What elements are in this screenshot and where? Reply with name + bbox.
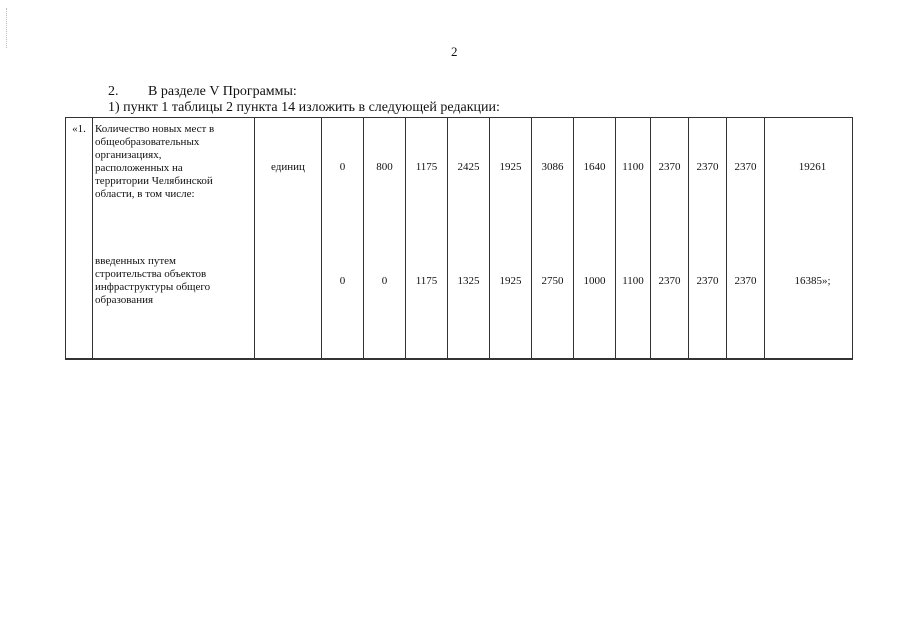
value-cell: 1925	[490, 247, 532, 359]
section-heading	[108, 84, 297, 100]
page-number: 2	[451, 44, 458, 59]
value-cell: 3086	[532, 118, 574, 248]
value-cell: 1925	[490, 118, 532, 248]
value-cell: 2425	[448, 118, 490, 248]
section-number: 2.	[108, 84, 119, 99]
desc-line: области, в том числе:	[95, 188, 195, 200]
value-cell: 2370	[727, 118, 765, 248]
unit-cell-empty	[255, 247, 322, 359]
row-description	[93, 118, 255, 248]
desc-line: территории Челябинской	[95, 175, 213, 187]
value-cell: 2370	[689, 247, 727, 359]
value-cell: 1000	[574, 247, 616, 359]
table-row	[66, 247, 853, 359]
row-description	[93, 247, 255, 359]
value-cell: 800	[364, 118, 406, 248]
unit-cell: единиц	[255, 118, 322, 248]
value-cell: 1325	[448, 247, 490, 359]
desc-line: образования	[95, 294, 154, 306]
value-cell: 1100	[616, 247, 651, 359]
value-cell: 0	[322, 118, 364, 248]
table-row	[66, 118, 853, 248]
value-cell: 1640	[574, 118, 616, 248]
total-cell: 19261	[765, 118, 853, 248]
section-title: В разделе V Программы:	[148, 84, 297, 99]
desc-line: общеобразовательных	[95, 136, 200, 148]
scan-artifact	[6, 8, 9, 48]
instruction-text: 1) пункт 1 таблицы 2 пункта 14 изложить в следующей редакции:	[108, 100, 500, 115]
row-number-empty	[66, 247, 93, 359]
value-cell: 2370	[727, 247, 765, 359]
value-cell: 1100	[616, 118, 651, 248]
value-cell: 2370	[689, 118, 727, 248]
value-cell: 2750	[532, 247, 574, 359]
desc-line: организациях,	[95, 149, 162, 161]
value-cell: 0	[364, 247, 406, 359]
value-cell: 2370	[651, 247, 689, 359]
value-cell: 1175	[406, 247, 448, 359]
program-table	[65, 117, 853, 360]
desc-line: строительства объектов	[95, 268, 207, 280]
desc-line: инфраструктуры общего	[95, 281, 211, 293]
value-cell: 1175	[406, 118, 448, 248]
desc-line: расположенных на	[95, 162, 183, 174]
total-cell: 16385»;	[765, 247, 853, 359]
desc-line: Количество новых мест в	[95, 123, 215, 135]
value-cell: 0	[322, 247, 364, 359]
desc-line: введенных путем	[95, 255, 176, 267]
value-cell: 2370	[651, 118, 689, 248]
row-number: «1.	[66, 118, 93, 248]
